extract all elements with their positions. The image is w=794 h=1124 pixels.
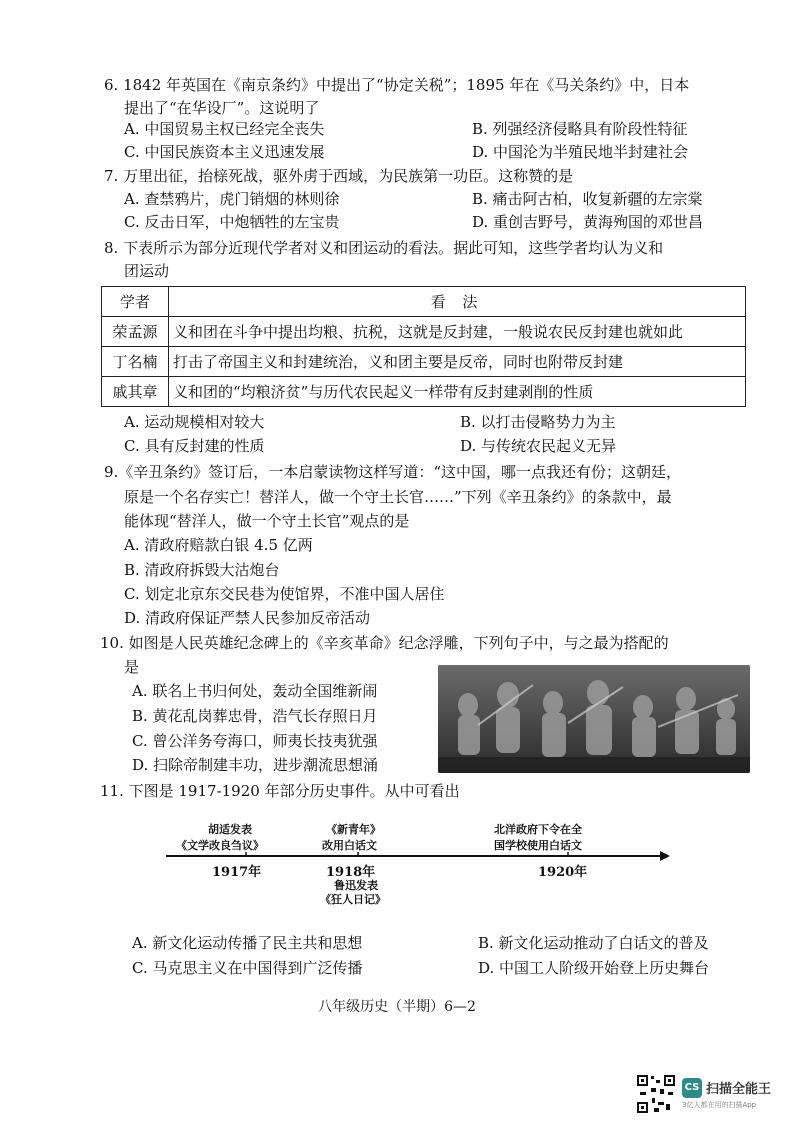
timeline-event-hushi-work: 《文学改良刍议》 [176, 839, 264, 852]
q10-option-a: A. 联名上书归何处，轰动全国维新闹 [132, 682, 378, 700]
camscanner-subtitle: 3亿人都在用的扫描App [682, 1101, 757, 1109]
table-row [102, 347, 746, 377]
timeline-year-1917: 1917年 [212, 865, 262, 880]
scholar-name: 荣孟源 [102, 317, 169, 347]
timeline-event-beiyang: 北洋政府下令在全 [494, 823, 582, 836]
q11-option-a: A. 新文化运动传播了民主共和思想 [132, 934, 363, 952]
q10-option-b: B. 黄花乱岗葬忠骨，浩气长存照日月 [132, 707, 378, 725]
header-view: 看 法 [169, 287, 746, 317]
timeline-event-hushi: 胡适发表 [208, 823, 252, 836]
q9-option-c: C. 划定北京东交民巷为使馆界，不准中国人居住 [124, 585, 445, 603]
relief-sculpture-image [438, 665, 750, 773]
timeline-year-1918: 1918年 [326, 865, 376, 880]
q7-option-a: A. 查禁鸦片，虎门销烟的林则徐 [124, 190, 340, 208]
q10-stem-line2: 是 [124, 658, 140, 676]
q6-option-a: A. 中国贸易主权已经完全丧失 [124, 120, 325, 138]
q9-option-d: D. 清政府保证严禁人民参加反帝活动 [124, 609, 371, 627]
q7-stem: 7. 万里出征，抬榇死战，驱外虏于西域，为民族第一功臣。这称赞的是 [104, 167, 574, 185]
timeline-event-kuangren: 《狂人日记》 [320, 893, 386, 906]
timeline-year-1920: 1920年 [538, 865, 588, 880]
timeline-event-beiyang-schools: 国学校使用白话文 [494, 839, 582, 852]
timeline-1917-1920 [162, 815, 672, 905]
q6-option-c: C. 中国民族资本主义迅速发展 [124, 143, 325, 161]
camscanner-title: 扫描全能王 [706, 1082, 772, 1097]
camscanner-logo: CS [682, 1078, 702, 1098]
q11-option-c: C. 马克思主义在中国得到广泛传播 [132, 959, 363, 977]
relief-sculpture-drawing [438, 665, 750, 773]
qr-code-icon [636, 1074, 676, 1114]
q10-option-d: D. 扫除帝制建丰功，进步潮流思想涌 [132, 756, 379, 774]
timeline-event-luxun: 鲁迅发表 [334, 879, 378, 892]
scholar-view: 义和团的“均粮济贫”与历代农民起义一样带有反封建剥削的性质 [169, 377, 746, 407]
scholar-name: 丁名楠 [102, 347, 169, 377]
scholar-name: 戚其章 [102, 377, 169, 407]
page-footer: 八年级历史（半期）6—2 [318, 999, 476, 1015]
q6-stem-line2: 提出了“在华设厂”。这说明了 [124, 99, 320, 117]
table-row [102, 317, 746, 347]
header-scholar: 学者 [102, 287, 169, 317]
q6-stem-line1: 6. 1842 年英国在《南京条约》中提出了“协定关税”；1895 年在《马关条约》中，日本 [104, 76, 690, 94]
q7-option-d: D. 重创吉野号，黄海殉国的邓世昌 [472, 213, 704, 231]
table-row [102, 377, 746, 407]
q10-option-c: C. 曾公洋务夸海口，师夷长技夷犹强 [132, 732, 378, 750]
q7-option-b: B. 痛击阿古柏，收复新疆的左宗棠 [472, 190, 703, 208]
scholar-view: 义和团在斗争中提出均粮、抗税，这就是反封建，一般说农民反封建也就如此 [169, 317, 746, 347]
q11-stem: 11. 下图是 1917-1920 年部分历史事件。从中可看出 [100, 782, 460, 800]
q8-stem-line1: 8. 下表所示为部分近现代学者对义和团运动的看法。据此可知，这些学者均认为义和 [104, 239, 664, 257]
table-header-row [102, 287, 746, 317]
q6-option-d: D. 中国沦为半殖民地半封建社会 [472, 143, 689, 161]
q8-option-d: D. 与传统农民起义无异 [460, 437, 617, 455]
q11-option-d: D. 中国工人阶级开始登上历史舞台 [478, 959, 710, 977]
timeline-event-xinqingnian: 《新青年》 [326, 823, 381, 836]
q9-stem-line3: 能体现“替洋人，做一个守土长官”观点的是 [124, 512, 410, 530]
scholar-view: 打击了帝国主义和封建统治，义和团主要是反帝，同时也附带反封建 [169, 347, 746, 377]
q8-stem-line2: 团运动 [124, 262, 170, 280]
q7-option-c: C. 反击日军，中炮牺牲的左宝贵 [124, 213, 340, 231]
q6-option-b: B. 列强经济侵略具有阶段性特征 [472, 120, 688, 138]
q9-stem-line1: 9.《辛丑条约》签订后，一本启蒙读物这样写道：“这中国，哪一点我还有份；这朝廷， [104, 463, 681, 481]
q9-stem-line2: 原是一个名存实亡！替洋人，做一个守土长官……”下列《辛丑条约》的条款中，最 [124, 488, 672, 506]
q10-stem-line1: 10. 如图是人民英雄纪念碑上的《辛亥革命》纪念浮雕，下列句子中，与之最为搭配的 [100, 634, 669, 652]
q9-option-a: A. 清政府赔款白银 4.5 亿两 [124, 536, 313, 554]
timeline-event-baihuawen: 改用白话文 [322, 839, 377, 852]
q9-option-b: B. 清政府拆毁大沽炮台 [124, 561, 280, 579]
scholar-views-table [101, 286, 746, 407]
q8-option-b: B. 以打击侵略势力为主 [460, 413, 616, 431]
q8-option-a: A. 运动规模相对较大 [124, 413, 265, 431]
q11-option-b: B. 新文化运动推动了白话文的普及 [478, 934, 709, 952]
q8-option-c: C. 具有反封建的性质 [124, 437, 265, 455]
